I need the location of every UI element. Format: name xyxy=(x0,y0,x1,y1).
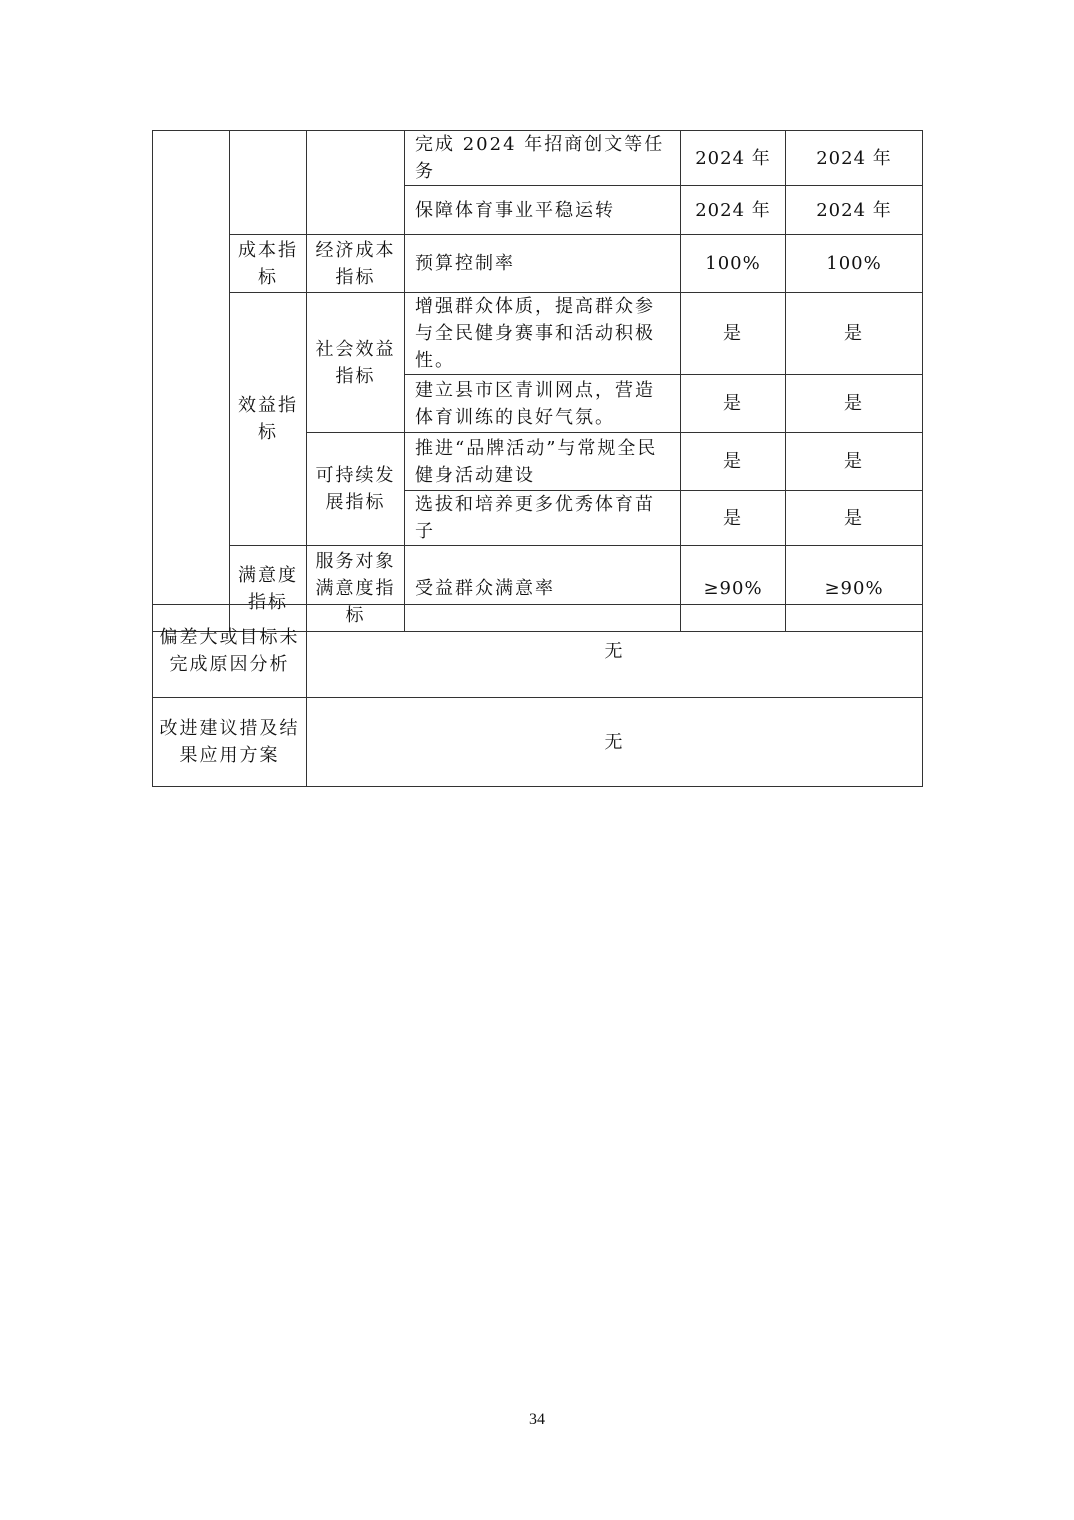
actual-cell: 是 xyxy=(786,293,923,375)
target-cell: 是 xyxy=(681,375,786,433)
target-cell: 是 xyxy=(681,433,786,491)
target-cell: ≥90% xyxy=(681,546,786,632)
target-cell: 100% xyxy=(681,235,786,293)
indicator-cell: 完成 2024 年招商创文等任务 xyxy=(405,131,681,186)
target-cell: 2024 年 xyxy=(681,131,786,186)
benefit-level2-cell: 效益指标 xyxy=(230,293,307,546)
table-row xyxy=(153,131,923,186)
indicator-cell: 预算控制率 xyxy=(405,235,681,293)
deviation-value-cell: 无 xyxy=(307,605,923,698)
actual-cell: 100% xyxy=(786,235,923,293)
actual-cell: 是 xyxy=(786,491,923,546)
indicator-cell: 选拔和培养更多优秀体育苗子 xyxy=(405,491,681,546)
actual-cell: 是 xyxy=(786,433,923,491)
table-row xyxy=(153,235,923,293)
sustainable-level3-cell: 可持续发展指标 xyxy=(307,433,405,546)
actual-cell: 是 xyxy=(786,375,923,433)
level1-cell xyxy=(153,131,230,632)
table-row xyxy=(153,605,923,698)
actual-cell: ≥90% xyxy=(786,546,923,632)
actual-cell: 2024 年 xyxy=(786,131,923,186)
improvement-label-cell: 改进建议措及结果应用方案 xyxy=(153,698,307,787)
level3-cell xyxy=(307,131,405,235)
performance-indicator-table xyxy=(152,130,923,632)
indicator-cell: 推进“品牌活动”与常规全民健身活动建设 xyxy=(405,433,681,491)
social-level3-cell: 社会效益指标 xyxy=(307,293,405,433)
deviation-label-cell: 偏差大或目标未完成原因分析 xyxy=(153,605,307,698)
indicator-cell: 受益群众满意率 xyxy=(405,546,681,632)
cost-level2-cell: 成本指标 xyxy=(230,235,307,293)
analysis-table xyxy=(152,604,923,787)
improvement-value-cell: 无 xyxy=(307,698,923,787)
target-cell: 2024 年 xyxy=(681,186,786,235)
page-number: 34 xyxy=(529,1411,545,1428)
satisfaction-level2-cell: 满意度指标 xyxy=(230,546,307,632)
table-row xyxy=(153,698,923,787)
cost-level3-cell: 经济成本指标 xyxy=(307,235,405,293)
target-cell: 是 xyxy=(681,491,786,546)
indicator-cell: 增强群众体质，提高群众参与全民健身赛事和活动积极性。 xyxy=(405,293,681,375)
satisfaction-level3-cell: 服务对象满意度指标 xyxy=(307,546,405,632)
actual-cell: 2024 年 xyxy=(786,186,923,235)
target-cell: 是 xyxy=(681,293,786,375)
indicator-cell: 保障体育事业平稳运转 xyxy=(405,186,681,235)
level2-cell xyxy=(230,131,307,235)
indicator-cell: 建立县市区青训网点，营造体育训练的良好气氛。 xyxy=(405,375,681,433)
table-row xyxy=(153,293,923,375)
